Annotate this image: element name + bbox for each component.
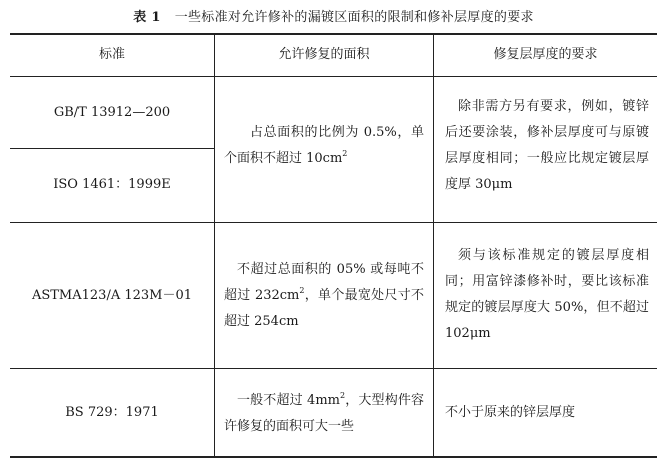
header-standard: 标准 — [98, 47, 125, 62]
standard-iso-1461: ISO 1461：1999E — [53, 177, 171, 192]
row1-bottom-rule — [10, 222, 657, 223]
row2-area-text: 不超过总面积的 05% 或每吨不超过 $232cm^2$，单个最宽处尺寸不超过 254cm — [224, 262, 424, 329]
table-caption — [0, 6, 667, 25]
top-rule — [10, 33, 657, 35]
row1-sub-rule — [10, 148, 214, 149]
table-number: 表 1 — [133, 10, 161, 25]
standard-astm-a123: ASTMA123/A 123M－01 — [31, 288, 193, 303]
standard-gbt-13912: GB/T 13912—200 — [53, 105, 171, 120]
row2-thickness-text: 须与该标准规定的镀层厚度相同；用富锌漆修补时，要比该标准规定的镀层厚度大 50%，但不超过 102μm — [445, 248, 649, 341]
standard-bs-729: BS 729：1971 — [65, 405, 159, 420]
bottom-rule — [10, 456, 657, 458]
header-area: 允许修复的面积 — [278, 47, 370, 62]
row3-area-text: 一般不超过 $4mm^2$，大型构件容许修复的面积可大一些 — [224, 391, 424, 434]
row3-thickness-text: 不小于原来的锌层厚度 — [445, 405, 576, 420]
row1-area-text: 占总面积的比例为 0.5%，单个面积不超过 $10cm^2$ — [224, 125, 424, 166]
header-thickness: 修复层厚度的要求 — [493, 47, 598, 62]
header-rule — [10, 76, 657, 77]
col-divider-1 — [214, 35, 215, 456]
col-divider-2 — [433, 35, 434, 456]
row2-bottom-rule — [10, 368, 657, 369]
table-title: 一些标准对允许修补的漏镀区面积的限制和修补层厚度的要求 — [174, 10, 534, 25]
row1-thickness-text: 除非需方另有要求，例如，镀锌后还要涂装，修补层厚度可与原镀层厚度相同；一般应比规定镀层厚度厚 30μm — [445, 99, 649, 192]
